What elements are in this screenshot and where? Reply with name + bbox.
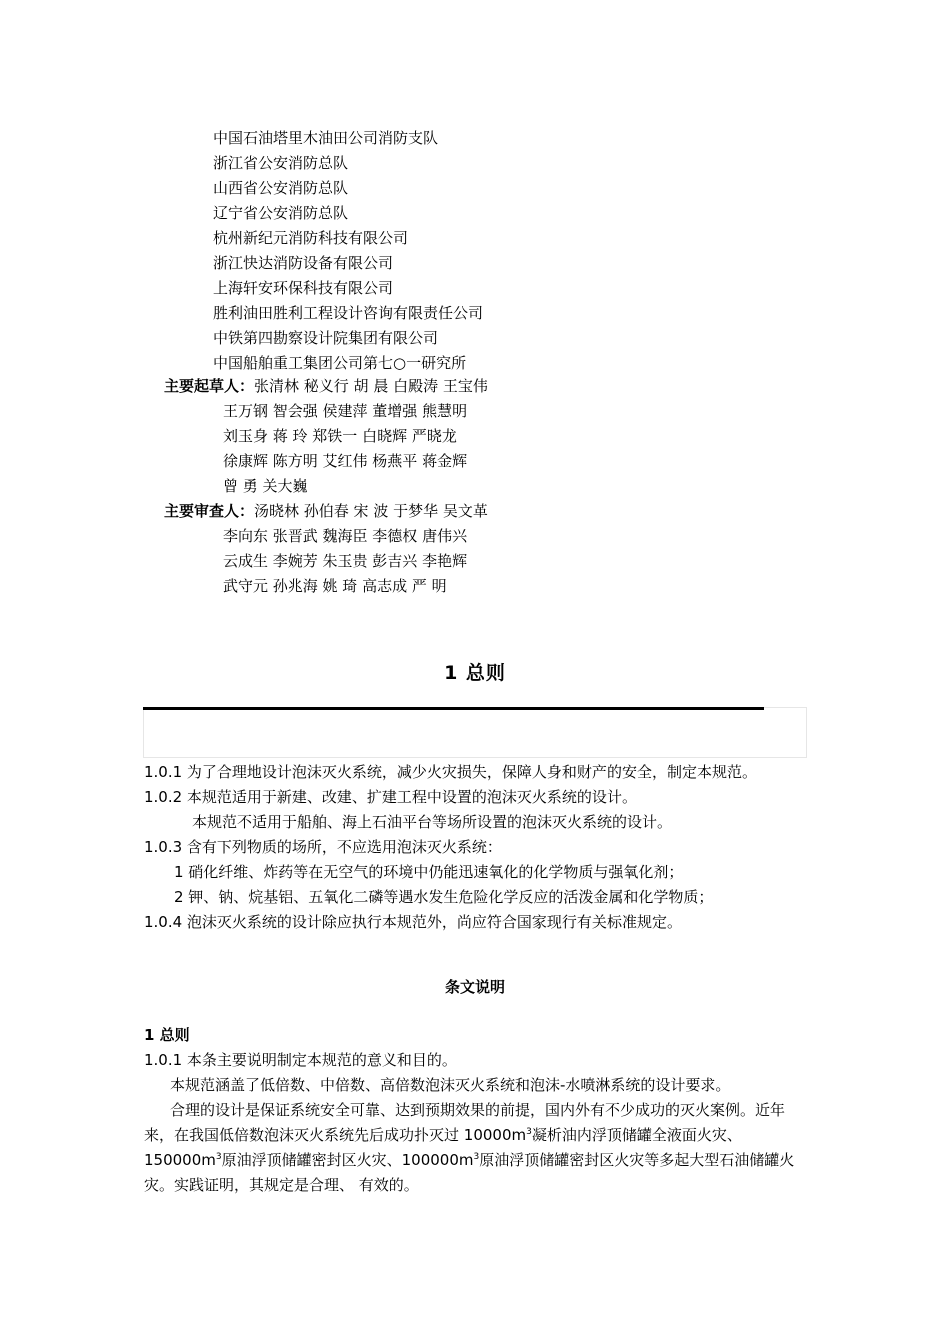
drafters-label: 主要起草人： bbox=[164, 377, 255, 395]
drafters-names: 王万钢 智会强 侯建萍 董增强 熊慧明 bbox=[223, 402, 468, 420]
divider-rule bbox=[143, 707, 764, 710]
drafters-names: 徐康辉 陈方明 艾红伟 杨燕平 蒋金辉 bbox=[223, 452, 468, 470]
paragraph-text: 原油浮顶储罐密封区火灾、100000m bbox=[221, 1151, 474, 1169]
clause-item: 1 硝化纤维、炸药等在无空气的环境中仍能迅速氧化的化学物质与强氧化剂； bbox=[174, 863, 684, 881]
superscript: 3 bbox=[473, 1152, 480, 1162]
drafters-names: 曾 勇 关大巍 bbox=[223, 477, 308, 495]
header-frame bbox=[143, 707, 807, 758]
explanation-line: 1.0.1 本条主要说明制定本规范的意义和目的。 bbox=[144, 1051, 457, 1069]
explanation-section-heading: 1 总则 bbox=[144, 1026, 190, 1044]
clauses-block bbox=[144, 760, 824, 935]
superscript: 3 bbox=[215, 1152, 222, 1162]
superscript: 3 bbox=[526, 1127, 532, 1137]
reviewers-label: 主要审查人： bbox=[164, 502, 255, 520]
clause-line: 本规范不适用于船舶、海上石油平台等场所设置的泡沫灭火系统的设计。 bbox=[192, 813, 673, 831]
main-reviewers-block bbox=[164, 499, 488, 599]
organization-item: 杭州新纪元消防科技有限公司 bbox=[213, 229, 409, 247]
drafters-names: 张清林 秘义行 胡 晨 白殿涛 王宝伟 bbox=[254, 377, 488, 395]
reviewers-names: 汤晓林 孙伯春 宋 波 于梦华 吴文革 bbox=[254, 502, 488, 520]
chapter-title: 1 总则 bbox=[444, 662, 506, 684]
clause-line: 1.0.1 为了合理地设计泡沫灭火系统，减少火灾损失，保障人身和财产的安全，制定本规范。 bbox=[144, 763, 757, 781]
participating-organizations-list bbox=[213, 126, 483, 376]
clause-line: 1.0.4 泡沫灭火系统的设计除应执行本规范外，尚应符合国家现行有关标准规定。 bbox=[144, 913, 682, 931]
clause-line: 1.0.2 本规范适用于新建、改建、扩建工程中设置的泡沫灭火系统的设计。 bbox=[144, 788, 637, 806]
organization-item: 胜利油田胜利工程设计咨询有限责任公司 bbox=[213, 304, 484, 322]
organization-item: 山西省公安消防总队 bbox=[213, 179, 349, 197]
drafters-row bbox=[164, 374, 488, 399]
explanation-title: 条文说明 bbox=[444, 978, 505, 996]
explanation-line: 本规范涵盖了低倍数、中倍数、高倍数泡沫灭火系统和泡沫-水喷淋系统的设计要求。 bbox=[170, 1076, 731, 1094]
explanation-block bbox=[144, 1023, 814, 1198]
organization-item: 浙江省公安消防总队 bbox=[213, 154, 349, 172]
reviewers-row bbox=[164, 499, 488, 524]
clause-line: 1.0.3 含有下列物质的场所，不应选用泡沫灭火系统： bbox=[144, 838, 502, 856]
paragraph-text: 凝析油内浮顶储罐全液面火灾、150000m bbox=[144, 1126, 742, 1169]
paragraph-text: 合理的设计是保证系统安全可靠、达到预期效果的前提，国内外有不少成功的灭火案例。近年来，在我国低倍数泡沫灭火系统先后成功扑灭过 10000m bbox=[144, 1101, 786, 1144]
explanation-paragraph bbox=[144, 1098, 808, 1198]
organization-item: 中国石油塔里木油田公司消防支队 bbox=[213, 129, 439, 147]
reviewers-names: 李向东 张晋武 魏海臣 李德权 唐伟兴 bbox=[223, 527, 468, 545]
paragraph-text: 原油浮顶储罐密封区火灾等多起大型石油储罐火灾。实践证明，其规定是合理、 有效的。 bbox=[144, 1151, 795, 1194]
reviewers-names: 云成生 李婉芳 朱玉贵 彭吉兴 李艳辉 bbox=[223, 552, 468, 570]
organization-item: 中铁第四勘察设计院集团有限公司 bbox=[213, 329, 439, 347]
organization-item: 辽宁省公安消防总队 bbox=[213, 204, 349, 222]
main-drafters-block bbox=[164, 374, 488, 499]
reviewers-names: 武守元 孙兆海 姚 琦 高志成 严 明 bbox=[223, 577, 447, 595]
organization-item: 上海轩安环保科技有限公司 bbox=[213, 279, 394, 297]
drafters-names: 刘玉身 蒋 玲 郑铁一 白晓辉 严晓龙 bbox=[223, 427, 457, 445]
organization-item: 中国船舶重工集团公司第七○一研究所 bbox=[213, 354, 467, 372]
clause-item: 2 钾、钠、烷基铝、五氧化二磷等遇水发生危险化学反应的活泼金属和化学物质； bbox=[174, 888, 714, 906]
organization-item: 浙江快达消防设备有限公司 bbox=[213, 254, 394, 272]
